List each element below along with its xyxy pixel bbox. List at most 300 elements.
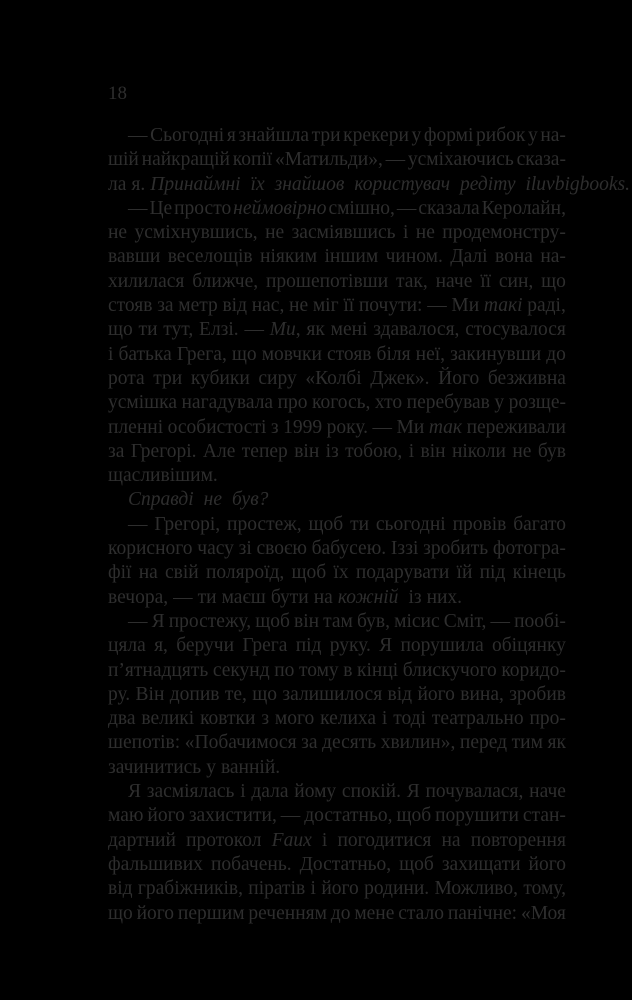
- word: їх: [333, 562, 349, 584]
- word: корисного: [108, 538, 193, 560]
- word: Можливо,: [434, 878, 518, 900]
- word: —: [244, 319, 264, 341]
- word: його: [147, 805, 185, 827]
- word: Я: [151, 610, 165, 632]
- word: із: [408, 586, 422, 608]
- word: у: [411, 125, 422, 146]
- word: від: [108, 878, 133, 900]
- word: веселощів: [167, 246, 253, 268]
- word: Але: [202, 440, 236, 462]
- word: наче: [435, 270, 473, 292]
- word: стосувалося: [465, 319, 566, 341]
- word: мого: [274, 708, 315, 730]
- text-line: [108, 124, 566, 148]
- word: провів: [452, 513, 507, 535]
- word: фальшивих: [108, 853, 203, 875]
- word: міг: [312, 295, 339, 317]
- text-line: [108, 610, 566, 634]
- word: усміхаючись: [407, 149, 514, 171]
- word: кожній: [337, 586, 399, 608]
- text-line: [108, 902, 566, 926]
- word: —: [128, 125, 148, 146]
- text-line: [108, 343, 566, 367]
- word: і: [402, 222, 409, 244]
- word: на-: [540, 125, 566, 146]
- word: був: [537, 440, 566, 462]
- word: його: [528, 853, 566, 875]
- word: Іззі: [390, 538, 419, 560]
- word: рибок: [476, 125, 526, 146]
- word: келиха: [320, 708, 377, 730]
- word: пообі-: [514, 610, 566, 632]
- word: як: [306, 319, 325, 341]
- word: стояв: [108, 295, 153, 317]
- word: не: [512, 440, 532, 462]
- text-line: [108, 294, 566, 318]
- page-number: 18: [108, 83, 127, 104]
- word: п’ятнадцять: [108, 659, 209, 681]
- word: Сміт,: [443, 610, 487, 632]
- word: мене: [354, 902, 395, 924]
- word: Це: [149, 197, 173, 219]
- word: —: [128, 513, 148, 535]
- word: руку.: [329, 635, 371, 657]
- word: «Побачимося: [184, 732, 297, 754]
- word: Принаймні: [150, 173, 241, 195]
- word: я.: [131, 173, 146, 195]
- text-line: [108, 513, 566, 537]
- word: зробить: [423, 538, 489, 560]
- word: спокій.: [341, 781, 401, 803]
- word: когось,: [311, 392, 371, 414]
- word: погодитися: [337, 829, 432, 851]
- word: вона: [495, 246, 533, 268]
- text-line: [108, 270, 566, 294]
- word: маю: [108, 805, 144, 827]
- word: в: [343, 659, 353, 681]
- word: сиру: [258, 367, 297, 389]
- word: щоб: [399, 853, 434, 875]
- word: Далі: [450, 246, 488, 268]
- word: кубики: [190, 367, 250, 389]
- text-line: [108, 245, 566, 269]
- text-line: [108, 197, 566, 221]
- word: свій: [165, 562, 199, 584]
- word: за: [157, 295, 174, 317]
- word: повторення: [470, 829, 566, 851]
- word: усміхнувшись,: [134, 222, 258, 244]
- word: особистості: [167, 416, 267, 438]
- word: у: [527, 125, 538, 146]
- word: зробив: [509, 683, 566, 705]
- word: на-: [540, 246, 566, 268]
- word: ближче,: [192, 270, 259, 292]
- word: формі: [423, 125, 474, 146]
- word: був,: [357, 610, 391, 632]
- word: ти: [197, 586, 217, 608]
- word: під: [479, 562, 506, 584]
- word: вечора,: [108, 586, 169, 608]
- word: ніяким: [260, 246, 318, 268]
- text-line: [108, 318, 566, 342]
- word: там: [323, 610, 353, 632]
- word: —: [372, 416, 393, 438]
- word: прошепотівши: [266, 270, 389, 292]
- word: що: [108, 319, 133, 341]
- word: перебував: [406, 392, 490, 414]
- word: неймовірно: [233, 197, 327, 219]
- word: що: [108, 902, 133, 924]
- word: Керолайн,: [481, 197, 566, 219]
- word: сьогодні: [375, 513, 446, 535]
- text-line: [108, 221, 566, 245]
- word: —: [490, 610, 511, 632]
- word: раді,: [527, 295, 566, 317]
- word: їх: [250, 173, 265, 195]
- word: його: [321, 878, 359, 900]
- word: обіцянку: [492, 635, 566, 657]
- word: «Матильди»,: [275, 149, 383, 171]
- word: вавши: [108, 246, 161, 268]
- word: батька: [118, 343, 172, 365]
- word: тобою,: [345, 440, 403, 462]
- word: Ми,: [269, 319, 301, 341]
- word: просто: [174, 197, 232, 219]
- word: кінець: [512, 562, 566, 584]
- body-text: [108, 124, 630, 926]
- word: за: [301, 732, 318, 754]
- text-line: [108, 391, 566, 415]
- word: стан-: [522, 805, 566, 827]
- text-line: [108, 537, 566, 561]
- word: щасливішим.: [108, 465, 218, 487]
- word: Його: [438, 367, 480, 389]
- word: його: [136, 902, 175, 924]
- word: —: [396, 197, 417, 219]
- word: бути: [270, 586, 309, 608]
- word: —: [173, 586, 193, 608]
- word: нас,: [251, 295, 285, 317]
- word: не: [108, 222, 128, 244]
- word: і: [321, 829, 328, 851]
- word: від: [222, 295, 248, 317]
- word: Грегорі,: [154, 513, 221, 535]
- text-line: [108, 173, 630, 197]
- word: закинувши: [450, 343, 542, 365]
- text-line: [108, 659, 566, 683]
- text-line: [108, 464, 566, 488]
- word: —: [385, 149, 406, 171]
- word: багато: [513, 513, 566, 535]
- word: у: [206, 756, 216, 778]
- word: захистити,: [188, 805, 277, 827]
- word: перед: [459, 732, 508, 754]
- word: про: [277, 392, 308, 414]
- word: рота: [108, 367, 145, 389]
- word: поляроїд,: [205, 562, 285, 584]
- word: Він: [135, 683, 165, 705]
- word: Я: [406, 781, 420, 803]
- word: найкращій: [141, 149, 230, 171]
- word: Faux: [271, 829, 312, 851]
- word: «Колбі: [305, 367, 362, 389]
- word: піратів: [248, 878, 306, 900]
- word: біля: [376, 343, 411, 365]
- word: не: [289, 295, 309, 317]
- word: безживна: [487, 367, 566, 389]
- word: хилилася: [108, 270, 185, 292]
- word: щоб: [308, 513, 344, 535]
- word: них.: [426, 586, 463, 608]
- word: і: [408, 440, 415, 462]
- text-line: [108, 440, 566, 464]
- word: те,: [224, 683, 247, 705]
- word: переживали: [466, 416, 566, 438]
- word: його: [417, 683, 455, 705]
- word: і: [108, 343, 114, 365]
- word: тоді: [393, 708, 426, 730]
- text-line: [108, 804, 566, 828]
- word: стояв: [327, 343, 372, 365]
- word: року.: [326, 416, 369, 438]
- word: простеж,: [227, 513, 302, 535]
- word: чином.: [385, 246, 443, 268]
- word: пленні: [108, 416, 164, 438]
- word: десять: [322, 732, 377, 754]
- text-line: [108, 780, 566, 804]
- word: —: [128, 610, 148, 632]
- word: тому,: [523, 878, 566, 900]
- word: беручи: [176, 635, 235, 657]
- word: допив: [169, 683, 220, 705]
- word: Я: [128, 781, 142, 803]
- word: реченням: [248, 902, 327, 924]
- word: так: [428, 416, 463, 438]
- word: дартний: [108, 829, 176, 851]
- word: зі: [238, 538, 252, 560]
- word: «Моя: [520, 902, 566, 924]
- text-line: [108, 148, 566, 172]
- text-line: [108, 877, 566, 901]
- text-line: [108, 853, 566, 877]
- word: стало: [398, 902, 444, 924]
- word: крекери: [343, 125, 409, 146]
- word: неї,: [415, 343, 446, 365]
- word: сказа-: [516, 149, 566, 171]
- word: Сьогодні: [150, 125, 225, 146]
- word: хто: [374, 392, 403, 414]
- word: грабіжників,: [137, 878, 243, 900]
- word: порушила: [400, 635, 484, 657]
- word: простежу,: [168, 610, 252, 632]
- word: йому: [294, 781, 337, 803]
- word: не: [203, 489, 222, 511]
- word: під: [295, 635, 322, 657]
- word: мовчки: [261, 343, 322, 365]
- word: я,: [154, 635, 168, 657]
- word: почути:: [358, 295, 423, 317]
- text-line: [108, 634, 566, 658]
- text-line: [108, 731, 566, 755]
- word: фії: [108, 562, 132, 584]
- word: Грегорі.: [130, 440, 197, 462]
- word: 1999: [283, 416, 323, 438]
- word: метр: [178, 295, 218, 317]
- word: що: [252, 683, 278, 705]
- word: iluvbigbooks.: [525, 173, 630, 195]
- word: Грега,: [176, 343, 227, 365]
- word: що: [231, 343, 257, 365]
- word: панічне:: [447, 902, 518, 924]
- word: дала: [251, 781, 289, 803]
- word: мені: [330, 319, 368, 341]
- word: до: [546, 343, 566, 365]
- word: секунд: [212, 659, 270, 681]
- word: три: [153, 367, 183, 389]
- word: Справді: [128, 489, 194, 511]
- text-line: [108, 416, 566, 440]
- word: зачинитись: [108, 756, 202, 778]
- word: знайшла: [238, 125, 310, 146]
- word: —: [280, 805, 301, 827]
- text-line: [108, 586, 566, 610]
- word: блискучого: [402, 659, 497, 681]
- word: великі: [141, 708, 195, 730]
- word: редіту: [460, 173, 516, 195]
- word: засміялась: [146, 781, 235, 803]
- word: —: [128, 197, 148, 219]
- word: Ми: [396, 416, 425, 438]
- word: їй: [456, 562, 473, 584]
- word: тим: [511, 732, 543, 754]
- word: залишилося: [282, 683, 383, 705]
- word: хвилин»,: [380, 732, 456, 754]
- word: подарувати: [355, 562, 450, 584]
- word: тепер: [241, 440, 288, 462]
- word: три: [311, 125, 341, 146]
- word: кінці: [357, 659, 399, 681]
- word: не: [415, 222, 435, 244]
- word: Джек».: [370, 367, 430, 389]
- word: побачень.: [210, 853, 292, 875]
- word: засміявшись: [291, 222, 396, 244]
- word: син,: [498, 270, 534, 292]
- word: був?: [231, 489, 269, 511]
- word: театрально: [431, 708, 524, 730]
- word: захищати: [441, 853, 521, 875]
- word: достатньо,: [304, 805, 393, 827]
- text-line: [108, 683, 566, 707]
- word: розще-: [508, 392, 566, 414]
- word: її: [480, 270, 492, 292]
- word: не: [265, 222, 285, 244]
- word: шепотів:: [108, 732, 181, 754]
- text-line: [108, 756, 566, 780]
- word: Грега: [242, 635, 288, 657]
- word: першим: [177, 902, 245, 924]
- word: копії: [232, 149, 273, 171]
- word: Достатньо,: [299, 853, 392, 875]
- word: почувалася,: [425, 781, 524, 803]
- word: знайшов: [274, 173, 345, 195]
- word: і: [310, 878, 316, 900]
- word: він: [420, 440, 446, 462]
- word: ти: [138, 319, 158, 341]
- word: до: [330, 902, 351, 924]
- word: усмішка: [108, 392, 178, 414]
- word: маєш: [221, 586, 266, 608]
- word: місис: [394, 610, 440, 632]
- word: часу: [197, 538, 234, 560]
- word: Ми: [451, 295, 480, 317]
- word: Я: [379, 635, 393, 657]
- word: ла: [108, 173, 127, 195]
- word: користувач: [354, 173, 451, 195]
- word: про-: [529, 708, 566, 730]
- word: ти: [350, 513, 370, 535]
- word: родини.: [364, 878, 430, 900]
- word: як: [547, 732, 566, 754]
- word: так,: [395, 270, 428, 292]
- word: ковтки: [200, 708, 256, 730]
- word: що: [541, 270, 566, 292]
- word: шій: [108, 149, 139, 171]
- word: порушити: [435, 805, 519, 827]
- text-line: [108, 829, 566, 853]
- word: від: [387, 683, 413, 705]
- word: щоб: [291, 562, 327, 584]
- text-line: [108, 561, 566, 585]
- word: наче: [529, 781, 566, 803]
- word: протокол: [186, 829, 262, 851]
- word: Елзі.: [199, 319, 239, 341]
- word: вина,: [460, 683, 504, 705]
- word: сказала: [418, 197, 480, 219]
- word: я: [226, 125, 236, 146]
- word: і: [381, 708, 388, 730]
- word: на: [313, 586, 333, 608]
- word: продемонстру-: [442, 222, 566, 244]
- word: на: [138, 562, 158, 584]
- word: коридо-: [501, 659, 566, 681]
- word: —: [427, 295, 447, 317]
- word: здавалося,: [373, 319, 460, 341]
- word: по: [274, 659, 295, 681]
- word: на: [441, 829, 461, 851]
- word: своєю: [256, 538, 307, 560]
- word: щоб: [396, 805, 432, 827]
- word: ніколи: [451, 440, 506, 462]
- word: іншим: [324, 246, 379, 268]
- word: два: [108, 708, 136, 730]
- word: за: [108, 440, 125, 462]
- text-line: [108, 488, 566, 512]
- word: тому: [298, 659, 339, 681]
- word: щоб: [255, 610, 290, 632]
- text-line: [108, 367, 566, 391]
- word: такі: [483, 295, 523, 317]
- word: у: [494, 392, 505, 414]
- word: цяла: [108, 635, 146, 657]
- word: її: [343, 295, 355, 317]
- word: тут,: [163, 319, 194, 341]
- word: із: [325, 440, 339, 462]
- word: нагадувала: [181, 392, 274, 414]
- word: він: [294, 440, 320, 462]
- word: з: [270, 416, 279, 438]
- word: бабусею.: [311, 538, 387, 560]
- text-line: [108, 707, 566, 731]
